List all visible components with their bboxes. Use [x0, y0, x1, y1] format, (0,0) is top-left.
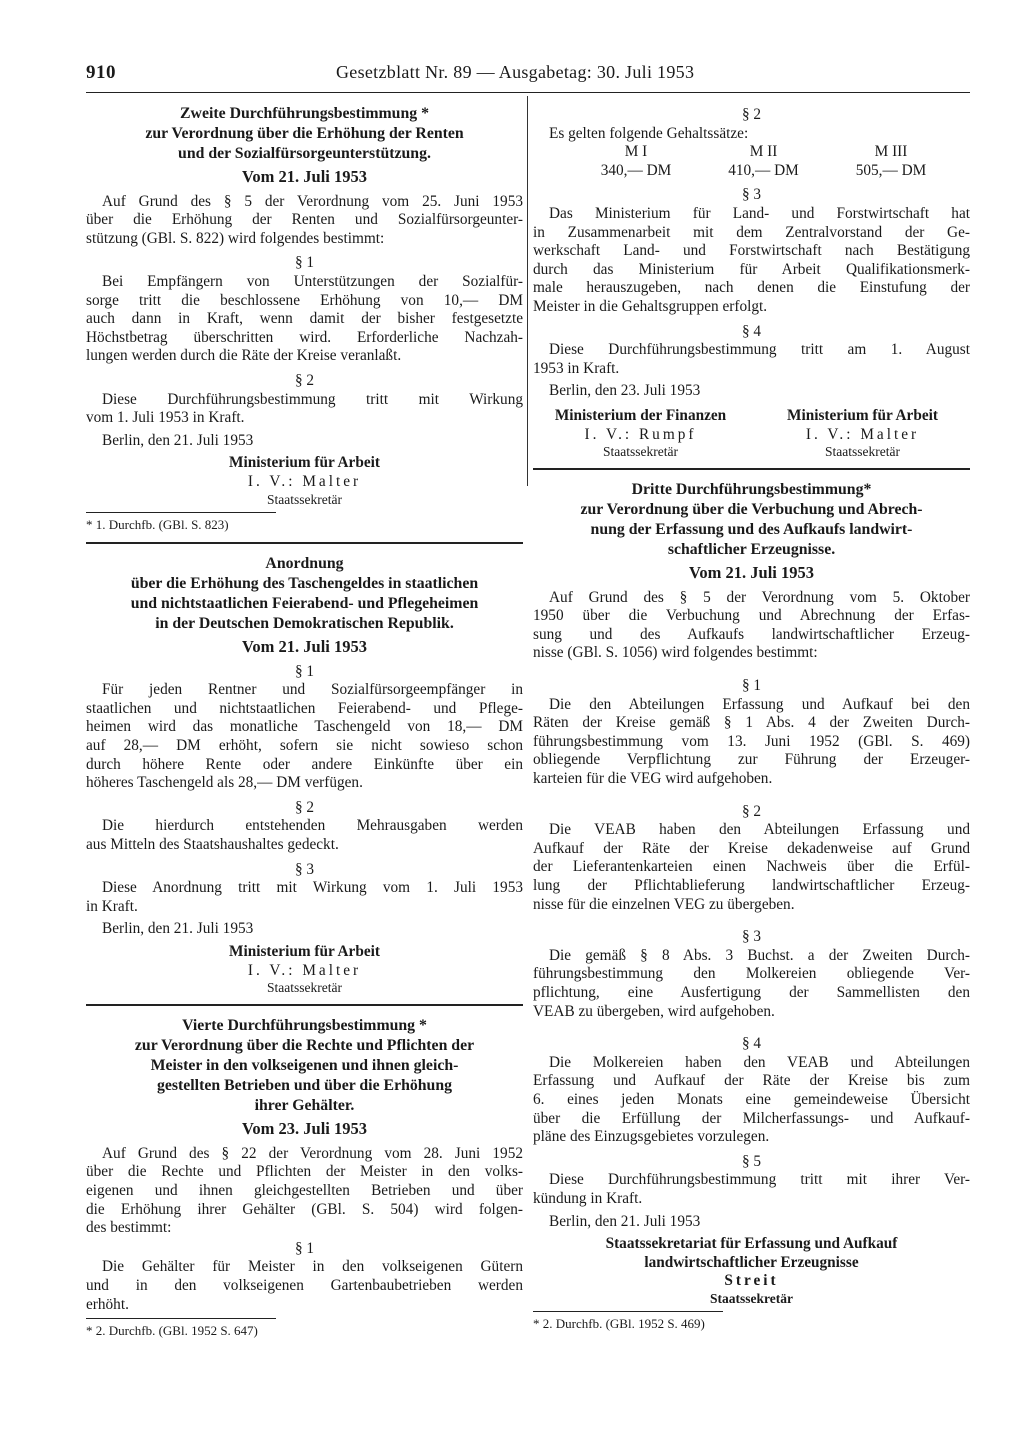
signatory-role: Staatssekretär [710, 1290, 793, 1306]
regulation-title-line: zur Verordnung über die Rechte und Pflichten der [134, 1037, 475, 1055]
text-line: in Zusammenarbeit mit dem Zentralvorstand der Ge- [533, 223, 970, 241]
text-line: VEAB zu übergeben, wird aufgehoben. [533, 1002, 775, 1020]
signatories [533, 407, 970, 460]
place-date: Berlin, den 21. Juli 1953 [549, 1212, 701, 1230]
signatory-ministry: Ministerium für Arbeit [229, 454, 380, 472]
text-line: nisse für die einzelnen VEG zu übergeben. [533, 895, 795, 913]
text-line: karteien für die VEG wird aufgehoben. [533, 770, 773, 788]
text-line: eigenen und ihnen gleichgestellten Betrieben und über [86, 1181, 523, 1199]
text-line: Diese Durchführungsbestimmung tritt am 1. August [549, 341, 970, 359]
fourth-implementing-regulation [86, 1016, 523, 1341]
salary-group [581, 143, 691, 180]
text-line: heimen wird das monatliche Taschengeld von 18,— DM [86, 718, 523, 736]
footnote: * 1. Durchfb. (GBl. S. 823) [86, 516, 229, 532]
paragraph-heading: § 2 [741, 106, 762, 123]
regulation-title-line: zur Verordnung über die Erhöhung der Renten [145, 125, 464, 142]
text-line: über die Erhöhung der Renten und Sozialfürsorgeunter- [86, 211, 523, 229]
regulation-title-line: und nichtstaatlichen Feierabend- und Pflegeheimen [130, 595, 479, 613]
paragraph-heading: § 2 [741, 802, 762, 820]
text-line: Die den Abteilungen Erfassung und Aufkauf bei den [549, 695, 970, 713]
text-line: Die Gehälter für Meister in den volkseigenen Gütern [102, 1258, 523, 1276]
text-line: Bei Empfängern von Unterstützungen der Sozialfür- [102, 272, 523, 290]
salary-table [581, 143, 946, 180]
salary-group-label: M I [624, 143, 648, 161]
text-line: Die gemäß § 8 Abs. 3 Buchst. a der Zweiten Durch- [549, 946, 970, 964]
text-line: staatlichen und nichtstaatlichen Feierabend- und Pflege- [86, 699, 523, 717]
text-line: kündung in Kraft. [533, 1189, 643, 1207]
text-line: aus Mitteln des Staatshaushaltes gedeckt. [86, 836, 339, 854]
signatory-name: I. V.: Rumpf [584, 425, 697, 443]
text-line: sung und des Aufkaufs landwirtschaftlicher Erzeug- [533, 625, 970, 643]
regulation-date: Vom 21. Juli 1953 [242, 167, 367, 186]
fourth-implementing-regulation-continued [533, 106, 970, 460]
paragraph-heading: § 1 [294, 254, 315, 272]
text-line: die Erhöhung ihrer Gehälter (GBl. S. 504) wird folgen- [86, 1200, 523, 1218]
text-line: 6. eines jeden Monats eine gemeindeweise Übersicht [533, 1090, 970, 1108]
signatory-ministry: Ministerium für Arbeit [787, 406, 938, 424]
text-line: durch das Ministerium für Arbeit Qualifikationsmerk- [533, 260, 970, 278]
text-line: führungsbestimmung den Molkereien obliegende Ver- [533, 965, 970, 983]
text-line: und in den volkseigenen Gartenbaubetrieben werden [86, 1276, 523, 1294]
signatory-name: Streit [724, 1272, 779, 1290]
text-line: des bestimmt: [86, 1219, 172, 1237]
text-line: Diese Durchführungsbestimmung tritt mit Wirkung [102, 390, 523, 408]
text-line: Es gelten folgende Gehaltssätze: [549, 124, 749, 142]
paragraph-heading: § 4 [741, 1035, 762, 1053]
regulation-date: Vom 21. Juli 1953 [689, 563, 814, 583]
text-line: auch dann in Kraft, wenn damit der bisher festgesetzte [86, 310, 523, 328]
signatory-name: I. V.: Malter [247, 961, 362, 979]
footnote-rule [86, 1318, 276, 1319]
paragraph-heading: § 1 [741, 677, 762, 695]
text-line: 1950 über die Verbuchung und Abrechnung der Erfas- [533, 607, 970, 625]
text-line: Die VEAB haben den Abteilungen Erfassung und [549, 821, 970, 839]
signatory-authority: landwirtschaftlicher Erzeugnisse [644, 1253, 859, 1271]
page-number: 910 [86, 62, 116, 83]
signatory-role: Staatssekretär [603, 444, 678, 460]
text-line: Auf Grund des § 5 der Verordnung vom 5. Oktober [549, 588, 970, 606]
text-line: erhöht. [86, 1295, 129, 1313]
footnote-rule [86, 512, 276, 513]
paragraph-heading: § 3 [741, 186, 762, 204]
footnote-rule [533, 1311, 723, 1312]
text-line: Diese Anordnung tritt mit Wirkung vom 1. Juli 1953 [102, 879, 523, 897]
paragraph-heading: § 3 [741, 928, 762, 946]
text-line: obliegende Verpflichtung zur Führung der Erzeuger- [533, 751, 970, 769]
regulation-date: Vom 21. Juli 1953 [242, 637, 367, 657]
regulation-title-line: gestellten Betrieben und über die Erhöhung [156, 1077, 453, 1095]
regulation-title-line: schaftlicher Erzeugnisse. [667, 541, 836, 559]
text-line: Diese Durchführungsbestimmung tritt mit ihrer Ver- [549, 1171, 970, 1189]
paragraph-heading: § 2 [294, 798, 315, 816]
signatory-name: I. V.: Malter [805, 425, 920, 443]
signatory-authority: Staatssekretariat für Erfassung und Aufkauf [605, 1235, 898, 1253]
text-line: Die hierdurch entstehenden Mehrausgaben werden [102, 817, 523, 835]
salary-group [836, 143, 946, 180]
signatory-ministry: Ministerium der Finanzen [554, 406, 727, 424]
regulation-date: Vom 23. Juli 1953 [242, 1119, 367, 1139]
signatory-block [755, 407, 970, 460]
text-line: Erfassung und Aufkauf der Räte der Kreise bis zum [533, 1072, 970, 1090]
text-line: pläne des Einzugsgebietes vorzulegen. [533, 1128, 770, 1146]
text-line: lungen werden durch die Räte der Kreise veranlaßt. [86, 347, 402, 365]
footnote: * 2. Durchfb. (GBl. 1952 S. 647) [86, 1323, 258, 1339]
place-date: Berlin, den 21. Juli 1953 [102, 431, 254, 449]
text-line: Für jeden Rentner und Sozialfürsorgeempfänger in [102, 681, 523, 699]
column-divider [527, 96, 528, 486]
text-line: male herauszugeben, nach denen die Einstufung der [533, 279, 970, 297]
regulation-title-line: nung der Erfassung und des Aufkaufs landwirt- [590, 521, 913, 539]
page-header: Gesetzblatt Nr. 89 — Ausgabetag: 30. Juli 1953 [336, 62, 695, 82]
text-line: Meister in die Gehaltsgruppen erfolgt. [533, 297, 768, 315]
salary-amount: 410,— DM [728, 161, 799, 179]
place-date: Berlin, den 23. Juli 1953 [549, 382, 701, 400]
signatory-role: Staatssekretär [267, 491, 342, 507]
text-line: durch höhere Rente oder andere Einkünfte über ein [86, 755, 523, 773]
regulation-title-line: Meister in den volkseigenen und ihnen gleich- [150, 1057, 459, 1075]
signatory-ministry: Ministerium für Arbeit [229, 943, 380, 960]
text-line: werkschaft Land- und Forstwirtschaft nach Bestätigung [533, 242, 970, 260]
text-line: Aufkauf der Räte der Kreise dekadenweise auf Grund [533, 839, 970, 857]
text-line: der Lieferantenkarteien einen Nachweis über die Erfül- [533, 858, 970, 876]
signatory-block [533, 407, 748, 460]
signatory-name: I. V.: Malter [247, 472, 362, 490]
text-line: höheres Taschengeld als 28,— DM verfügen. [86, 774, 363, 792]
signatory-role: Staatssekretär [267, 980, 342, 996]
text-line: Räten der Kreise gemäß § 1 Abs. 4 der Zweiten Durch- [533, 714, 970, 732]
third-implementing-regulation [533, 480, 970, 1333]
regulation-title-line: Zweite Durchführungsbestimmung * [180, 105, 429, 122]
header-rule [86, 92, 970, 93]
text-line: 1953 in Kraft. [533, 359, 620, 377]
text-line: stützung (GBl. S. 822) wird folgendes bestimmt: [86, 229, 385, 247]
regulation-title-line: ihrer Gehälter. [254, 1097, 355, 1115]
regulation-title-line: Dritte Durchführungsbestimmung* [631, 481, 872, 499]
paragraph-heading: § 5 [741, 1152, 762, 1170]
text-line: über die Rechte und Pflichten der Meister in den volks- [86, 1163, 523, 1181]
salary-group-label: M II [749, 143, 778, 161]
text-line: Auf Grund des § 5 der Verordnung vom 25. Juni 1953 [102, 192, 523, 210]
section-divider [533, 468, 970, 470]
footnote: * 2. Durchfb. (GBl. 1952 S. 469) [533, 1315, 705, 1331]
salary-group-label: M III [874, 143, 908, 161]
text-line: Die Molkereien haben den VEAB und Abteilungen [549, 1053, 970, 1071]
place-date: Berlin, den 21. Juli 1953 [102, 920, 254, 938]
text-line: nisse (GBl. S. 1056) wird folgendes bestimmt: [533, 644, 818, 662]
text-line: lung der Pflichtablieferung landwirtschaftlicher Erzeug- [533, 877, 970, 894]
paragraph-heading: § 4 [741, 322, 762, 340]
salary-amount: 505,— DM [855, 161, 927, 179]
text-line: in Kraft. [86, 897, 138, 915]
paragraph-heading: § 1 [294, 662, 315, 680]
spacer [533, 1021, 970, 1029]
second-implementing-regulation [86, 104, 523, 534]
salary-amount: 340,— DM [600, 161, 672, 179]
pocket-money-order [86, 554, 523, 996]
section-divider [86, 542, 523, 544]
left-column [86, 104, 523, 1341]
regulation-title-line: zur Verordnung über die Verbuchung und Abrech- [580, 501, 923, 519]
spacer [533, 663, 970, 671]
text-line: Das Ministerium für Land- und Forstwirtschaft hat [549, 204, 970, 222]
regulation-title-line: und der Sozialfürsorgeunterstützung. [178, 145, 431, 162]
paragraph-heading: § 3 [294, 860, 315, 878]
regulation-title-line: Anordnung [265, 555, 344, 573]
text-line: Höchstbetrag überschritten wird. Erforderliche Nachzah- [86, 328, 523, 346]
right-column [533, 104, 970, 1333]
text-line: führungsbestimmung vom 13. Juni 1952 (GBl. S. 469) [533, 732, 970, 750]
section-divider [86, 1004, 523, 1006]
text-line: pflichtung, eine Ausfertigung der Sammellisten den [533, 983, 970, 1001]
text-line: sorge tritt die beschlossene Erhöhung von 10,— DM [86, 291, 523, 309]
text-line: vom 1. Juli 1953 in Kraft. [86, 409, 245, 427]
regulation-title-line: Vierte Durchführungsbestimmung * [182, 1017, 427, 1035]
regulation-title-line: in der Deutschen Demokratischen Republik. [155, 615, 454, 633]
text-line: auf 28,— DM erhöht, sofern sie nicht sowieso schon [86, 737, 523, 755]
spacer [533, 914, 970, 922]
text-line: über die Erfüllung der Milcherfassungs- und Aufkauf- [533, 1109, 970, 1127]
paragraph-heading: § 1 [294, 1239, 315, 1257]
regulation-title-line: über die Erhöhung des Taschengeldes in staatlichen [130, 575, 479, 593]
paragraph-heading: § 2 [294, 371, 315, 389]
spacer [533, 789, 970, 797]
signatory-role: Staatssekretär [825, 444, 900, 460]
text-line: Auf Grund des § 22 der Verordnung vom 28. Juni 1952 [102, 1144, 523, 1162]
salary-group [709, 143, 819, 180]
